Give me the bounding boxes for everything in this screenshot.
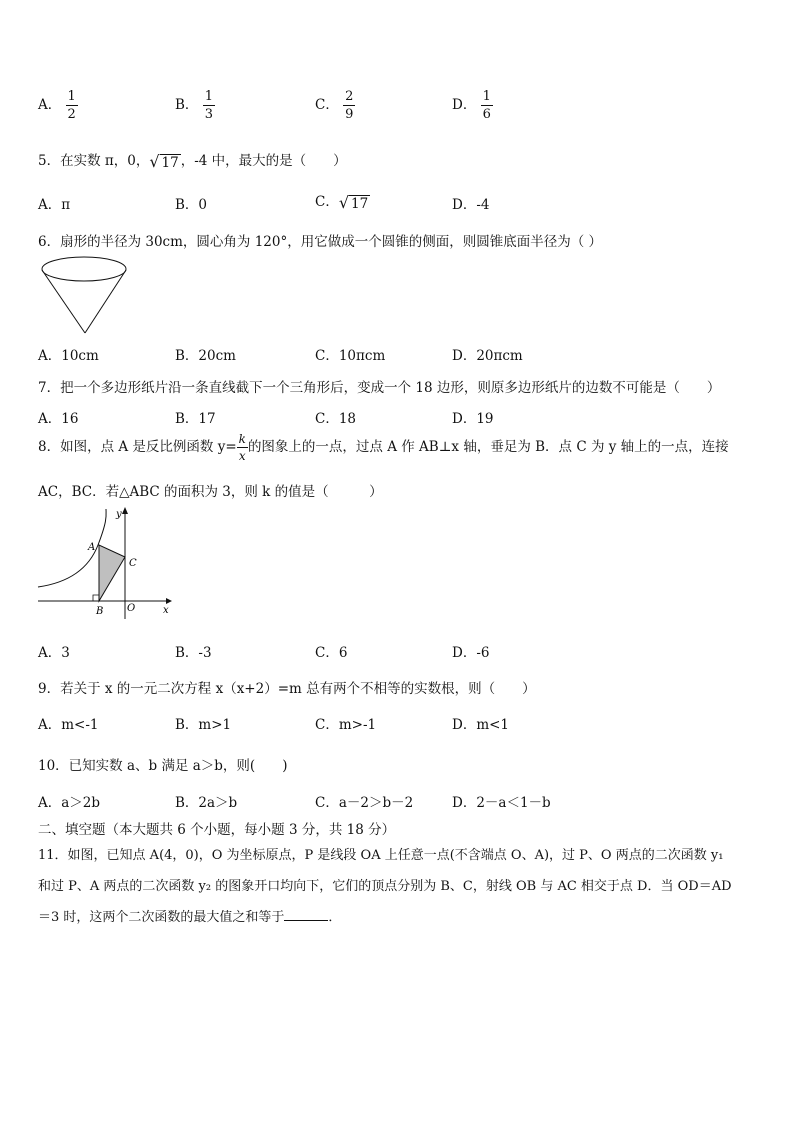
numerator: 1 xyxy=(67,89,76,104)
answer-blank[interactable] xyxy=(284,910,328,921)
label-o: O xyxy=(127,603,136,614)
q7-stem: 7．把一个多边形纸片沿一条直线截下一个三角形后，变成一个 18 边形，则原多边形纸片的边数不可能是（ ） xyxy=(38,380,721,396)
option-letter: D． xyxy=(452,97,477,113)
q11-line3-pre: ＝3 时，这两个二次函数的最大值之和等于 xyxy=(38,910,285,925)
cone-figure xyxy=(38,252,130,336)
cone-base-ellipse xyxy=(42,257,126,281)
label-y: y xyxy=(116,509,122,520)
fraction xyxy=(203,90,215,121)
triangle-abc xyxy=(99,545,125,601)
q8-option-d[interactable]: D．-6 xyxy=(452,645,490,661)
option-letter: A． xyxy=(38,97,62,113)
q4-option-a[interactable] xyxy=(38,90,78,121)
numerator: 1 xyxy=(204,89,213,104)
label-c: C xyxy=(129,558,137,569)
q5-option-b[interactable]: B．0 xyxy=(175,197,208,213)
q5-option-d[interactable]: D．-4 xyxy=(452,197,490,213)
q7-option-c[interactable]: C．18 xyxy=(315,411,357,427)
q8-stem-pre: 8．如图，点 A 是反比例函数 y= xyxy=(38,439,237,455)
q4-option-b[interactable] xyxy=(175,90,215,121)
q8-option-b[interactable]: B．-3 xyxy=(175,645,212,661)
q6-option-a[interactable]: A．10cm xyxy=(38,348,99,364)
q9-option-c[interactable]: C．m>-1 xyxy=(315,717,377,733)
q6-option-b[interactable]: B．20cm xyxy=(175,348,236,364)
numerator: k xyxy=(238,432,246,446)
fraction xyxy=(343,90,355,121)
q6-option-c[interactable]: C．10πcm xyxy=(315,348,386,364)
q8-figure xyxy=(36,505,176,620)
q7-option-d[interactable]: D．19 xyxy=(452,411,494,427)
q4-option-c[interactable] xyxy=(315,90,355,121)
radicand: 17 xyxy=(351,196,369,212)
label-b: B xyxy=(96,606,104,617)
q11-line3-post: ． xyxy=(328,910,342,925)
option-letter: C． xyxy=(315,97,339,113)
q11-line2: 和过 P、A 两点的二次函数 y₂ 的图象开口均向下，它们的顶点分别为 B、C，射线 OB 与 AC 相交于点 D．当 OD＝AD xyxy=(38,879,732,894)
q6-option-d[interactable]: D．20πcm xyxy=(452,348,523,364)
q9-option-a[interactable]: A．m<-1 xyxy=(38,717,99,733)
q10-option-a[interactable]: A．a＞2b xyxy=(38,795,101,811)
numerator: 1 xyxy=(482,89,491,104)
q10-option-c[interactable]: C．a－2＞b－2 xyxy=(315,795,414,811)
q7-option-a[interactable]: A．16 xyxy=(38,411,79,427)
sqrt-expression: √ 17 xyxy=(338,193,369,212)
q5-stem-pre: 5．在实数 π，0， xyxy=(38,153,150,169)
label-x: x xyxy=(163,605,169,616)
q5-stem-post: ，-4 中，最大的是（ ） xyxy=(180,153,347,169)
sqrt-expression: √ 17 xyxy=(149,152,179,171)
q5-option-a[interactable]: A．π xyxy=(38,197,71,213)
x-axis-arrow xyxy=(166,598,172,604)
q6-stem: 6．扇形的半径为 30cm，圆心角为 120°，用它做成一个圆锥的侧面，则圆锥底面半径为（ ） xyxy=(38,234,603,250)
denominator: 3 xyxy=(204,107,213,122)
q11-line3 xyxy=(38,906,341,925)
y-axis-arrow xyxy=(122,507,128,514)
fraction xyxy=(481,90,493,121)
label-a: A xyxy=(88,542,96,553)
q5-stem xyxy=(38,149,347,171)
q10-option-d[interactable]: D．2－a＜1－b xyxy=(452,795,551,811)
q8-stem xyxy=(38,433,729,462)
fraction-k-over-x xyxy=(237,433,248,462)
denominator: 9 xyxy=(345,107,354,122)
option-letter: B． xyxy=(175,97,199,113)
denominator: 2 xyxy=(67,107,76,122)
radicand: 17 xyxy=(161,155,179,171)
q10-stem: 10．已知实数 a、b 满足 a＞b，则( ) xyxy=(38,758,288,774)
q4-option-d[interactable] xyxy=(452,90,493,121)
fraction xyxy=(66,90,78,121)
q8-option-a[interactable]: A．3 xyxy=(38,645,70,661)
q9-option-b[interactable]: B．m>1 xyxy=(175,717,232,733)
q7-option-b[interactable]: B．17 xyxy=(175,411,216,427)
q8-option-c[interactable]: C．6 xyxy=(315,645,348,661)
q9-stem: 9．若关于 x 的一元二次方程 x（x+2）=m 总有两个不相等的实数根，则（ ） xyxy=(38,681,536,697)
q9-option-d[interactable]: D．m<1 xyxy=(452,717,510,733)
hyperbola-curve xyxy=(38,509,106,587)
numerator: 2 xyxy=(345,89,354,104)
denominator: x xyxy=(238,449,246,463)
q11-line1: 11．如图，已知点 A(4，0)，O 为坐标原点，P 是线段 OA 上任意一点(不含端点 O、A)，过 P、O 两点的二次函数 y₁ xyxy=(38,848,724,863)
right-angle-mark xyxy=(93,595,99,601)
denominator: 6 xyxy=(482,107,491,122)
q10-option-b[interactable]: B．2a＞b xyxy=(175,795,238,811)
section-heading: 二、填空题（本大题共 6 个小题，每小题 3 分，共 18 分） xyxy=(38,822,396,838)
q8-stem-post: 的图象上的一点，过点 A 作 AB⊥x 轴，垂足为 B．点 C 为 y 轴上的一点，连接 xyxy=(247,439,729,455)
q5-option-c[interactable] xyxy=(315,190,370,212)
option-letter: C． xyxy=(315,194,339,210)
q8-stem-line2: AC，BC．若△ABC 的面积为 3，则 k 的值是（ ） xyxy=(38,484,383,500)
